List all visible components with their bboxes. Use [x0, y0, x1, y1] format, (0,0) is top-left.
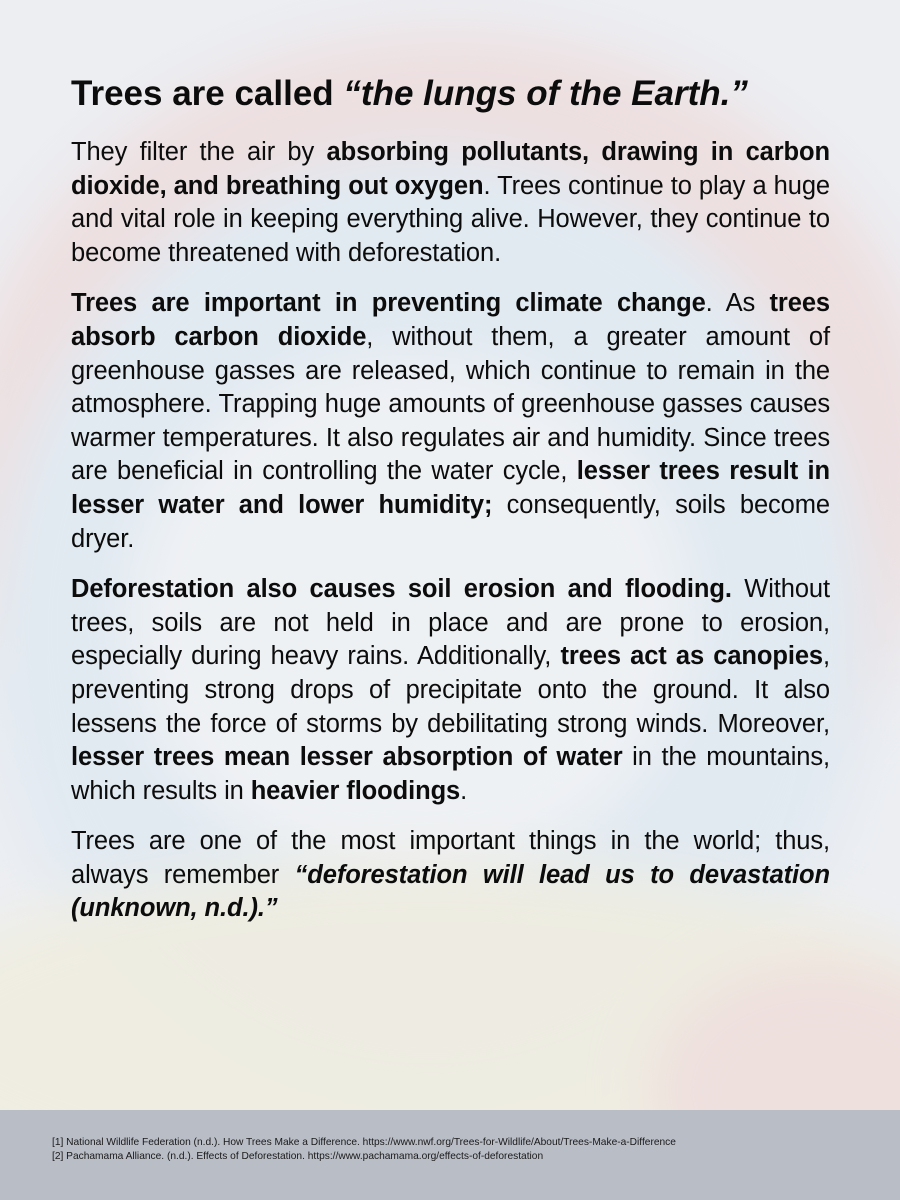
bold-text: lesser trees mean lesser absorption of water: [71, 743, 623, 772]
text-run: consequently, soils become dryer.: [71, 490, 830, 553]
text-run: , preventing strong drops of precipitate onto the ground. It also lessens the force of storms by debilitating strong winds. Moreover,: [71, 642, 830, 738]
reference-item: [2] Pachamama Alliance. (n.d.). Effects of Deforestation. https://www.pachamama.org/effects-of-deforestation: [52, 1151, 544, 1162]
bold-italic-text: “deforestation will lead us to devastation (unknown, n.d.).”: [71, 860, 830, 923]
title-prefix: Trees are called: [71, 74, 344, 113]
paragraph: [71, 136, 830, 270]
bold-text: absorbing pollutants, drawing in carbon dioxide, and breathing out oxygen: [71, 138, 830, 200]
text-run: in the mountains, which results in: [71, 743, 830, 805]
text-run: .: [460, 776, 468, 805]
title-emphasis: “the lungs of the Earth.”: [343, 74, 748, 113]
paragraph: [71, 825, 830, 926]
text-run: Without trees, soils are not held in place and are prone to erosion, especially during heavy rains. Additionally,: [71, 575, 831, 671]
text-run: Trees are one of the most important things in the world; thus, always remember: [71, 827, 830, 889]
paragraph: [71, 573, 830, 808]
bold-text: Trees are important in preventing climate change: [71, 289, 706, 318]
paragraphs: [71, 136, 830, 926]
page-title: [71, 70, 830, 118]
bold-text: heavier floodings: [250, 776, 461, 805]
bold-text: trees act as canopies: [560, 642, 823, 671]
article-body: [71, 70, 830, 943]
bold-text: Deforestation also causes soil erosion and flooding.: [71, 575, 732, 604]
reference-item: [1] National Wildlife Federation (n.d.). How Trees Make a Difference. https://www.nwf.org/Trees-for-Wildlife/About/Trees-Make-a-Difference: [52, 1137, 676, 1148]
paragraph: [71, 287, 830, 556]
text-run: They filter the air by: [71, 138, 327, 166]
text-run: , without them, a greater amount of greenhouse gasses are released, which continue to remain in the atmosphere. Trapping huge amounts of greenhouse gasses causes warmer temperatures. It also regulates air and humidity. Since trees are beneficial in controlling the water cycle,: [71, 322, 830, 486]
references-list: [52, 1136, 676, 1164]
bold-text: lesser trees result in lesser water and lower humidity;: [71, 457, 830, 519]
text-run: . As: [705, 289, 770, 318]
bold-text: trees absorb carbon dioxide: [71, 289, 830, 351]
text-run: . Trees continue to play a huge and vital role in keeping everything alive. However, they continue to become threatened with deforestation.: [71, 171, 830, 267]
references-footer: [0, 1110, 900, 1200]
